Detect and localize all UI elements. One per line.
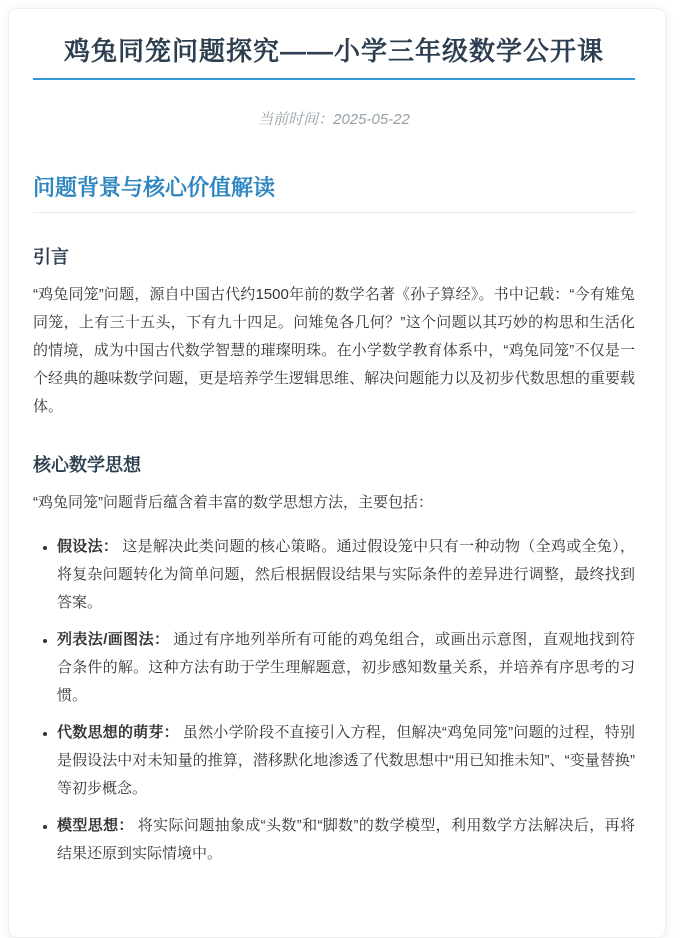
section-heading-background: 问题背景与核心价值解读 — [33, 175, 635, 213]
list-item-term: 假设法： — [57, 538, 119, 555]
list-item-text: 将实际问题抽象成“头数”和“脚数”的数学模型，利用数学方法解决后，再将结果还原到实际情境中。 — [57, 817, 635, 862]
article-card — [8, 8, 666, 938]
list-item-term: 列表法/画图法： — [57, 631, 170, 648]
list-item-text: 通过有序地列举所有可能的鸡兔组合，或画出示意图，直观地找到符合条件的解。这种方法有助于学生理解题意，初步感知数量关系，并培养有序思考的习惯。 — [57, 631, 635, 704]
list-item — [57, 626, 635, 710]
list-item-text: 这是解决此类问题的核心策略。通过假设笼中只有一种动物（全鸡或全兔），将复杂问题转化为简单问题，然后根据假设结果与实际条件的差异进行调整，最终找到答案。 — [57, 538, 635, 611]
sub-heading-core-ideas: 核心数学思想 — [33, 455, 141, 475]
list-item-text: 虽然小学阶段不直接引入方程，但解决“鸡兔同笼”问题的过程，特别是假设法中对未知量的推算，潜移默化地渗透了代数思想中“用已知推未知”、“变量替换”等初步概念。 — [57, 724, 635, 797]
list-item — [57, 812, 635, 868]
list-item — [57, 533, 635, 617]
list-item-term: 模型思想： — [57, 817, 134, 834]
intro-paragraph: “鸡兔同笼”问题，源自中国古代约1500年前的数学名著《孙子算经》。书中记载：“今有雉兔同笼，上有三十五头，下有九十四足。问雉兔各几何？”这个问题以其巧妙的构思和生活化的情境，成为中国古代数学智慧的璀璨明珠。在小学数学教育体系中，“鸡兔同笼”不仅是一个经典的趣味数学问题，更是培养学生逻辑思维、解决问题能力以及初步代数思想的重要载体。 — [33, 286, 635, 415]
core-ideas-list — [33, 533, 635, 868]
page-title: 鸡兔同笼问题探究——小学三年级数学公开课 — [33, 34, 635, 80]
list-item-term: 代数思想的萌芽： — [57, 724, 179, 741]
list-item — [57, 719, 635, 803]
current-timestamp: 当前时间：2025-05-22 — [258, 111, 410, 128]
core-ideas-paragraph: “鸡兔同笼”问题背后蕴含着丰富的数学思想方法，主要包括： — [33, 494, 433, 511]
sub-heading-intro: 引言 — [33, 247, 69, 267]
